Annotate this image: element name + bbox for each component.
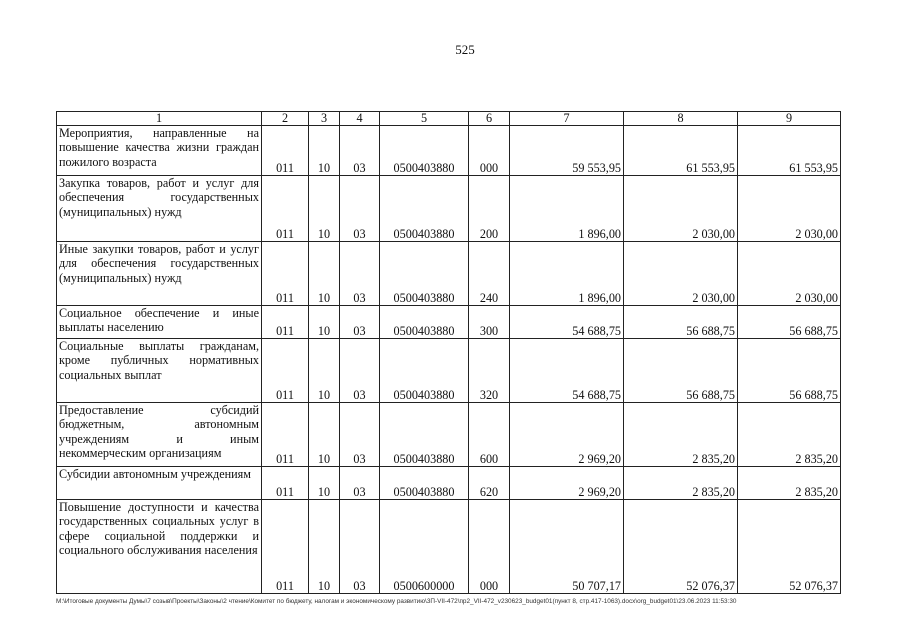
cell-target-article: 0500403880 (380, 467, 469, 500)
table-row (57, 339, 841, 403)
cell-subsection: 03 (340, 176, 380, 242)
cell-ministry-code: 011 (262, 403, 309, 467)
table-row (57, 176, 841, 242)
cell-section: 10 (309, 467, 340, 500)
cell-subsection: 03 (340, 126, 380, 176)
cell-amount: 2 835,20 (738, 467, 841, 500)
cell-subsection: 03 (340, 467, 380, 500)
cell-subsection: 03 (340, 242, 380, 306)
cell-amount: 52 076,37 (738, 500, 841, 594)
table-row (57, 242, 841, 306)
row-name: Предоставление субсидий бюджетным, автономным учреждениям и иным некоммерческим организациям (57, 403, 262, 467)
cell-amount: 61 553,95 (738, 126, 841, 176)
column-header: 4 (340, 112, 380, 126)
column-header: 6 (469, 112, 510, 126)
table-row (57, 467, 841, 500)
cell-expense-type: 600 (469, 403, 510, 467)
cell-amount: 2 030,00 (624, 242, 738, 306)
cell-amount: 56 688,75 (738, 339, 841, 403)
cell-amount: 2 030,00 (738, 242, 841, 306)
cell-amount: 1 896,00 (510, 242, 624, 306)
cell-amount: 2 030,00 (624, 176, 738, 242)
column-header: 3 (309, 112, 340, 126)
cell-expense-type: 320 (469, 339, 510, 403)
cell-target-article: 0500403880 (380, 126, 469, 176)
cell-target-article: 0500600000 (380, 500, 469, 594)
document-path-footer: M:\Итоговые документы Думы\7 созыв\Проекты\Законы\2 чтение\Комитет по бюджету, налогам и экономическому развитию\3П-VII-472\пр2_VII-472_v230623_budget01(пункт 8, стр.417-1063).docx\org_budget01\23.06.2023 11:53:30 (56, 598, 737, 605)
column-header: 2 (262, 112, 309, 126)
cell-ministry-code: 011 (262, 242, 309, 306)
table-header-row (57, 112, 841, 126)
cell-expense-type: 200 (469, 176, 510, 242)
cell-section: 10 (309, 339, 340, 403)
cell-target-article: 0500403880 (380, 176, 469, 242)
cell-subsection: 03 (340, 500, 380, 594)
row-name: Закупка товаров, работ и услуг для обеспечения государственных (муниципальных) нужд (57, 176, 262, 242)
table-row (57, 403, 841, 467)
row-name: Иные закупки товаров, работ и услуг для обеспечения государственных (муниципальных) нужд (57, 242, 262, 306)
page-number: 525 (455, 42, 475, 57)
cell-target-article: 0500403880 (380, 403, 469, 467)
row-name: Повышение доступности и качества государственных социальных услуг в сфере социальной поддержки и социального обслуживания населения (57, 500, 262, 594)
cell-section: 10 (309, 242, 340, 306)
cell-amount: 2 835,20 (624, 467, 738, 500)
cell-amount: 2 835,20 (624, 403, 738, 467)
cell-expense-type: 000 (469, 500, 510, 594)
cell-amount: 59 553,95 (510, 126, 624, 176)
cell-section: 10 (309, 126, 340, 176)
column-header: 8 (624, 112, 738, 126)
column-header: 7 (510, 112, 624, 126)
cell-section: 10 (309, 403, 340, 467)
row-name: Мероприятия, направленные на повышение качества жизни граждан пожилого возраста (57, 126, 262, 176)
cell-ministry-code: 011 (262, 467, 309, 500)
cell-subsection: 03 (340, 306, 380, 339)
cell-amount: 56 688,75 (738, 306, 841, 339)
table-row (57, 500, 841, 594)
cell-ministry-code: 011 (262, 176, 309, 242)
budget-table (56, 111, 841, 594)
cell-amount: 50 707,17 (510, 500, 624, 594)
cell-amount: 54 688,75 (510, 306, 624, 339)
row-name: Социальное обеспечение и иные выплаты населению (57, 306, 262, 339)
cell-section: 10 (309, 306, 340, 339)
cell-expense-type: 300 (469, 306, 510, 339)
cell-expense-type: 240 (469, 242, 510, 306)
cell-amount: 2 969,20 (510, 467, 624, 500)
row-name: Субсидии автономным учреждениям (57, 467, 262, 500)
column-header: 1 (57, 112, 262, 126)
cell-subsection: 03 (340, 403, 380, 467)
cell-amount: 56 688,75 (624, 306, 738, 339)
column-header: 5 (380, 112, 469, 126)
cell-ministry-code: 011 (262, 500, 309, 594)
cell-amount: 1 896,00 (510, 176, 624, 242)
cell-amount: 52 076,37 (624, 500, 738, 594)
cell-expense-type: 620 (469, 467, 510, 500)
cell-target-article: 0500403880 (380, 306, 469, 339)
table-row (57, 126, 841, 176)
cell-ministry-code: 011 (262, 339, 309, 403)
cell-expense-type: 000 (469, 126, 510, 176)
cell-ministry-code: 011 (262, 126, 309, 176)
cell-ministry-code: 011 (262, 306, 309, 339)
cell-target-article: 0500403880 (380, 242, 469, 306)
cell-subsection: 03 (340, 339, 380, 403)
cell-section: 10 (309, 176, 340, 242)
cell-amount: 54 688,75 (510, 339, 624, 403)
row-name: Социальные выплаты гражданам, кроме публичных нормативных социальных выплат (57, 339, 262, 403)
table-row (57, 306, 841, 339)
cell-amount: 61 553,95 (624, 126, 738, 176)
cell-amount: 2 969,20 (510, 403, 624, 467)
cell-section: 10 (309, 500, 340, 594)
cell-amount: 56 688,75 (624, 339, 738, 403)
cell-target-article: 0500403880 (380, 339, 469, 403)
cell-amount: 2 030,00 (738, 176, 841, 242)
cell-amount: 2 835,20 (738, 403, 841, 467)
column-header: 9 (738, 112, 841, 126)
